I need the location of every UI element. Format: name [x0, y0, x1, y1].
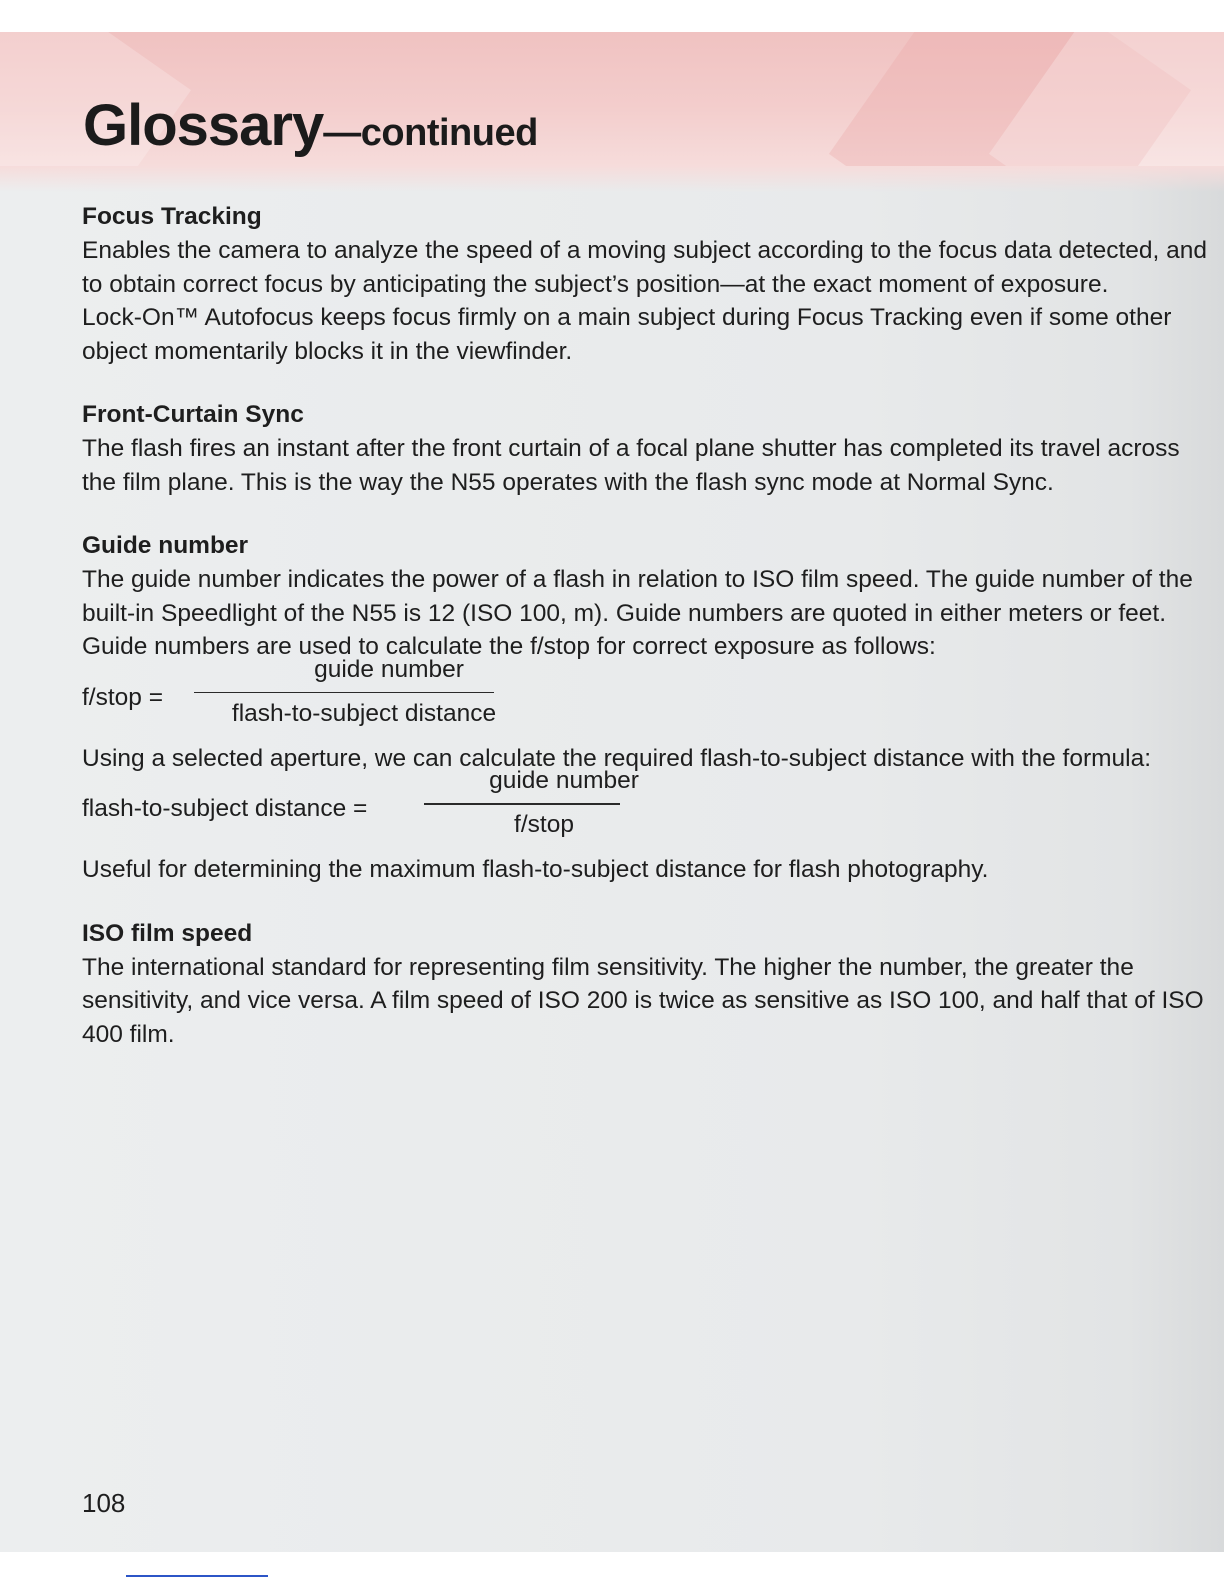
- bottom-rule: [126, 1575, 268, 1577]
- formula-lhs: f/stop =: [82, 683, 164, 711]
- formula-numerator: guide number: [314, 655, 464, 683]
- glossary-entry-front-curtain-sync: [82, 398, 1207, 499]
- glossary-entry-guide-number: [82, 529, 1207, 887]
- page-number: 108: [82, 1488, 126, 1518]
- fstop-formula: [82, 655, 1207, 742]
- glossary-term: Front-Curtain Sync: [82, 401, 304, 428]
- glossary-definition: The guide number indicates the power of a flash in relation to ISO film speed. The guide number of the built-in Speedlight of the N55 is 12 (ISO 100, m). Guide numbers are quoted in either meters or feet. Guide numbers are used to calculate the f/stop for correct exposure as follows:: [82, 566, 1193, 660]
- glossary-entry-focus-tracking: [82, 200, 1207, 368]
- glossary-definition: Enables the camera to analyze the speed of a moving subject according to the focus data detected, and to obtain correct focus by anticipating the subject’s position—at the exact moment of exposure.: [82, 237, 1208, 298]
- glossary-definition: Using a selected aperture, we can calculate the required flash-to-subject distance with the formula:: [82, 744, 1152, 772]
- glossary-definition: The international standard for representing film sensitivity. The higher the number, the greater the sensitivity, and vice versa. A film speed of ISO 200 is twice as sensitive as ISO 100, and half that of ISO 400 film.: [82, 953, 1204, 1048]
- glossary-definition: Useful for determining the maximum flash-to-subject distance for flash photography.: [82, 856, 989, 883]
- bottom-margin: [0, 1552, 1224, 1584]
- glossary-entry-iso-film-speed: [82, 917, 1207, 1052]
- formula-denominator: f/stop: [514, 811, 574, 838]
- page-title: [83, 92, 538, 159]
- glossary-term: Guide number: [82, 532, 249, 559]
- top-margin: [0, 0, 1224, 32]
- glossary-content: [82, 200, 1207, 1081]
- fraction-bar: [194, 692, 494, 694]
- glossary-definition: The flash fires an instant after the front curtain of a focal plane shutter has completed its travel across the film plane. This is the way the N55 operates with the flash sync mode at Normal Sync.: [82, 435, 1180, 496]
- glossary-definition: Lock-On™ Autofocus keeps focus firmly on a main subject during Focus Tracking even if some other object momentarily blocks it in the viewfinder.: [82, 304, 1172, 365]
- formula-lhs: flash-to-subject distance =: [82, 795, 368, 822]
- page-title-main: Glossary: [83, 93, 324, 158]
- page-title-sub: —continued: [323, 112, 538, 154]
- distance-formula: [82, 767, 1207, 853]
- manual-page: [0, 32, 1224, 1552]
- formula-denominator: flash-to-subject distance: [231, 699, 497, 727]
- header-fade: [0, 166, 1224, 192]
- formula-numerator: guide number: [489, 767, 639, 794]
- glossary-term: ISO film speed: [82, 919, 253, 947]
- fraction-bar: [424, 803, 620, 805]
- glossary-term: Focus Tracking: [82, 203, 262, 230]
